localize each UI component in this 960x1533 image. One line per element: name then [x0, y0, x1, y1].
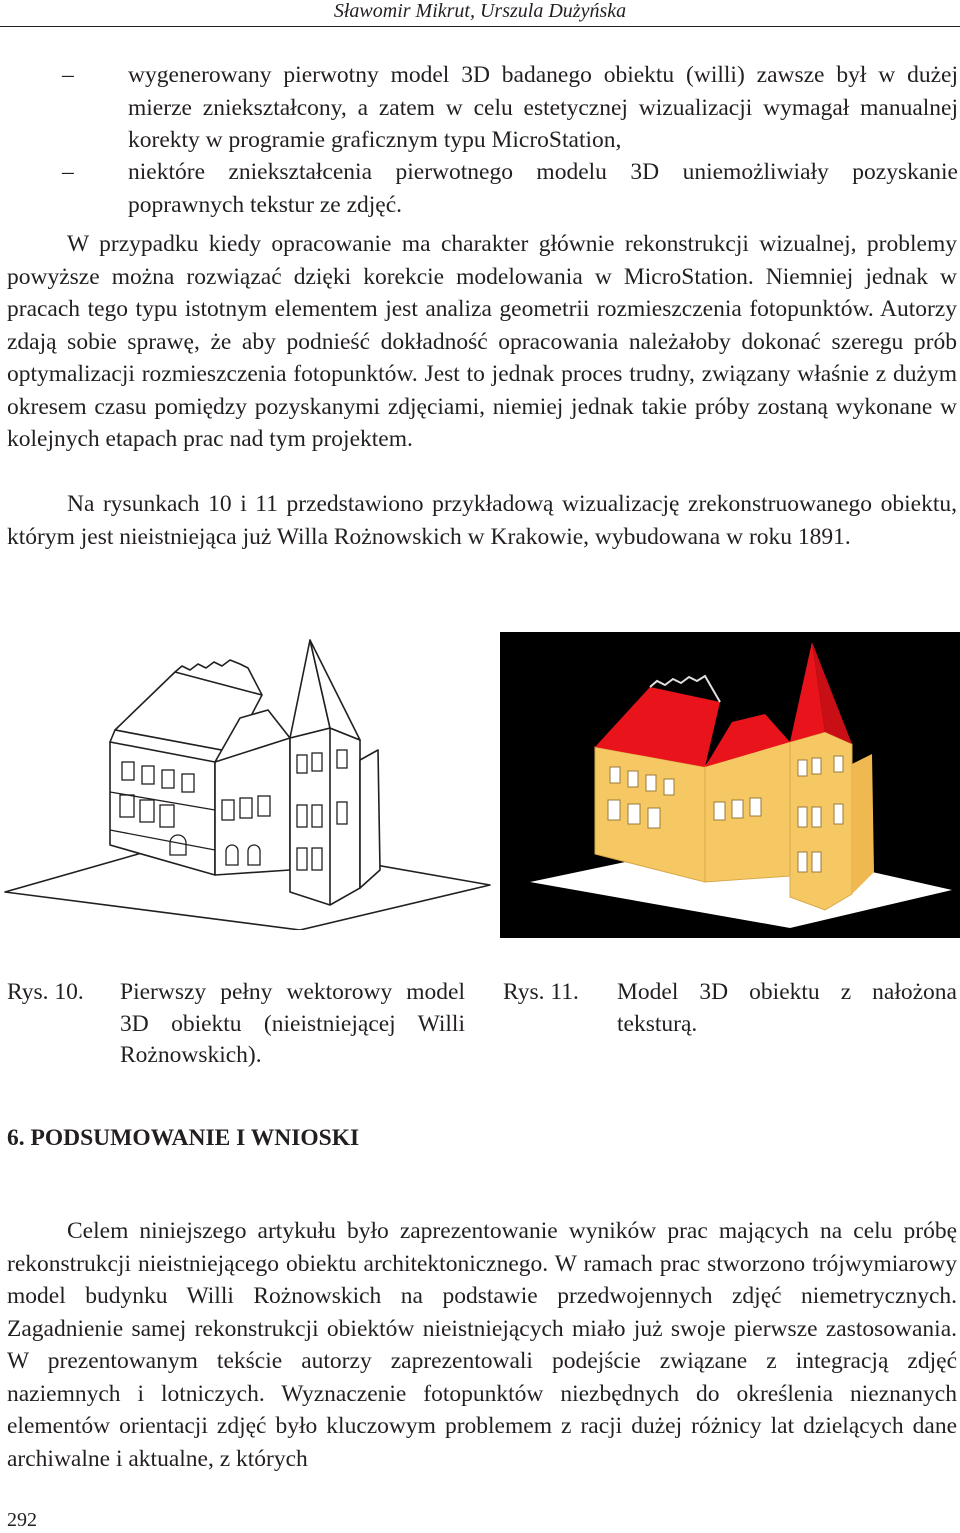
window	[834, 756, 843, 772]
figure-label: Rys. 11.	[503, 979, 579, 1005]
window	[608, 800, 620, 820]
figure-caption: Model 3D obiektu z nałożona teksturą.	[617, 979, 957, 1037]
paragraph: Na rysunkach 10 i 11 przedstawiono przykładową wizualizację zrekonstruowanego obiektu, którym jest nieistniejąca już Willa Rożnowskich w Krakowie, wybudowana w roku 1891.	[7, 491, 957, 550]
window	[812, 807, 821, 827]
figure-wireframe-model	[0, 630, 492, 930]
page-number: 292	[7, 1509, 37, 1531]
window	[628, 804, 640, 824]
window	[628, 771, 638, 787]
window	[798, 807, 807, 827]
running-header	[0, 0, 960, 27]
paragraph: W przypadku kiedy opracowanie ma charakter głównie rekonstrukcji wizualnej, problemy powyższe można rozwiązać dzięki korekcie modelowania w MicroStation. Niemniej jednak w pracach tego typu istotnym elementem jest analiza geometrii rozmieszczenia fotopunktów. Autorzy zdają sobie sprawę, że aby podnieść dokładność opracowania należałoby dokonać szeregu prób optymalizacji rozmieszczenia fotopunktów. Jest to jednak proces trudny, związany właśnie z dużym okresem czasu pomiędzy pozyskanymi zdjęciami, niemiej jednak takie próby zostaną wykonane w kolejnych etapach prac nad tym projektem.	[7, 231, 957, 452]
window	[750, 798, 761, 816]
bullet-dash: –	[62, 159, 74, 185]
bullet-text: niektóre zniekształcenia pierwotnego modelu 3D uniemożliwiały pozyskanie poprawnych tekstur ze zdjęć.	[128, 159, 958, 218]
window	[664, 779, 674, 795]
window	[646, 775, 656, 791]
window	[610, 767, 620, 783]
section-heading: 6. PODSUMOWANIE I WNIOSKI	[7, 1125, 360, 1151]
window	[812, 852, 821, 872]
figure-textured-model	[500, 632, 960, 938]
window	[812, 758, 821, 774]
window	[732, 800, 743, 818]
window	[834, 804, 843, 824]
bullet-text: wygenerowany pierwotny model 3D badanego obiektu (willi) zawsze był w dużej mierze zniekształcony, a zatem w celu estetycznej wizualizacji wymagał manualnej korekty w programie graficznym typu MicroStation,	[128, 62, 958, 153]
figure-caption: Pierwszy pełny wektorowy model 3D obiektu (nieistniejącej Willi Rożnowskich).	[120, 979, 465, 1068]
running-title: Sławomir Mikrut, Urszula Dużyńska	[333, 0, 627, 22]
window	[798, 852, 807, 872]
bullet-dash: –	[62, 62, 74, 88]
window	[648, 808, 660, 828]
paragraph: Celem niniejszego artykułu było zaprezentowanie wyników prac mających na celu próbę rekonstrukcji nieistniejącego obiektu architektonicznego. W ramach prac stworzono trójwymiarowy model budynku Willi Rożnowskich na podstawie przedwojennych zdjęć niemetrycznych. Zagadnienie samej rekonstrukcji obiektów nieistniejących miało już swoje pierwsze zastosowania. W prezentowanym tekście autorzy zaprezentowali podejście związane z integracją zdjęć naziemnych i lotniczych. Wyznaczenie fotopunktów niezbędnych do określenia nieznanych elementów orientacji zdjęć było kluczowym problemem z racji dużej różnicy lat dzielących dane archiwalne i aktualne, z których	[7, 1218, 957, 1472]
window	[714, 802, 725, 820]
figure-label: Rys. 10.	[7, 979, 84, 1005]
window	[798, 760, 807, 776]
